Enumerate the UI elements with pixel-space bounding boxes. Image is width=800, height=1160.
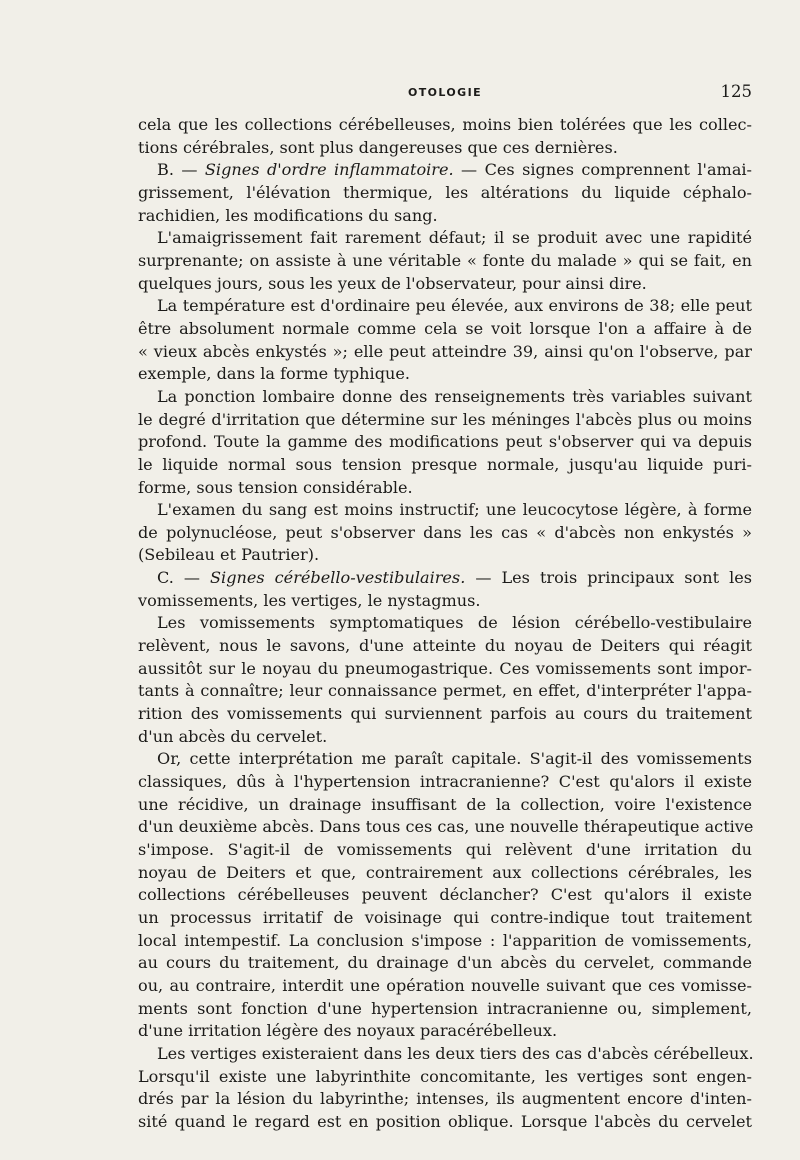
text-line: être absolument normale comme cela se voit lorsque l'on a affaire à de	[138, 318, 752, 338]
text-line: un processus irritatif de voisinage qui contre-indique tout traitement	[138, 907, 752, 927]
text-line: surprenante; on assiste à une véritable « fonte du malade » qui se fait, en	[138, 250, 752, 270]
text-line: relèvent, nous le savons, d'une atteinte du noyau de Deiters qui réagit	[138, 636, 752, 656]
text-line: (Sebileau et Pautrier).	[138, 545, 320, 565]
text-line: noyau de Deiters et que, contrairement aux collections cérébrales, les	[138, 862, 752, 882]
text-line: Lorsqu'il existe une labyrinthite concomitante, les vertiges sont engen-	[138, 1066, 752, 1086]
text-line: sité quand le regard est en position oblique. Lorsque l'abcès du cervelet	[138, 1111, 752, 1131]
text-line: profond. Toute la gamme des modifications peut s'observer qui va depuis	[138, 432, 752, 452]
text-line: une récidive, un drainage insuffisant de la collection, voire l'existence	[138, 794, 752, 814]
text-line: s'impose. S'agit-il de vomissements qui relèvent d'une irritation du	[138, 840, 752, 859]
section-title: Signes d'ordre inflammatoire.	[204, 160, 454, 180]
text-line: grissement, l'élévation thermique, les altérations du liquide céphalo-	[138, 182, 752, 202]
running-title: OTOLOGIE	[407, 86, 482, 99]
section-label: C. —	[157, 568, 211, 588]
text-line: rachidien, les modifications du sang.	[138, 205, 438, 225]
text-line: collections cérébelleuses peuvent déclancher? C'est qu'alors il existe	[138, 885, 752, 905]
text-line: tants à connaître; leur connaissance permet, en effet, d'interpréter l'appa-	[138, 681, 752, 701]
text-line: ou, au contraire, interdit une opération nouvelle suivant que ces vomisse-	[138, 975, 752, 995]
text-line: rition des vomissements qui surviennent parfois au cours du traitement	[138, 704, 752, 724]
text-line: drés par la lésion du labyrinthe; intenses, ils augmentent encore d'inten-	[138, 1089, 752, 1109]
text-line: ments sont fonction d'une hypertension intracranienne ou, simplement,	[138, 998, 752, 1018]
text-line: Or, cette interprétation me paraît capitale. S'agit-il des vomissements	[157, 749, 752, 769]
section-label: B. —	[157, 160, 205, 180]
text-line: tions cérébrales, sont plus dangereuses que ces dernières.	[138, 137, 618, 157]
section-heading-line	[138, 159, 752, 182]
body-text	[138, 114, 752, 1134]
section-heading-line	[138, 567, 752, 590]
text-line: d'un deuxième abcès. Dans tous ces cas, une nouvelle thérapeutique active	[138, 817, 754, 837]
text-line: d'une irritation légère des noyaux paracérébelleux.	[138, 1021, 558, 1041]
text-line: exemple, dans la forme typhique.	[138, 364, 411, 384]
text-line: classiques, dûs à l'hypertension intracranienne? C'est qu'alors il existe	[138, 772, 752, 792]
section-lead-text: — Les trois principaux sont les	[465, 568, 753, 588]
text-line: le degré d'irritation que détermine sur les méninges l'abcès plus ou moins	[138, 409, 752, 429]
text-line: le liquide normal sous tension presque normale, jusqu'au liquide puri-	[138, 454, 752, 474]
running-head	[138, 82, 752, 104]
text-line: aussitôt sur le noyau du pneumogastrique. Ces vomissements sont impor-	[138, 658, 752, 678]
page-number: 125	[720, 82, 752, 101]
text-line: quelques jours, sous les yeux de l'observateur, pour ainsi dire.	[138, 273, 647, 293]
text-line: L'examen du sang est moins instructif; une leucocytose légère, à forme	[157, 500, 752, 520]
section-lead-text: — Ces signes comprennent l'amai-	[453, 160, 752, 180]
text-line: cela que les collections cérébelleuses, moins bien tolérées que les collec-	[138, 115, 752, 134]
text-line: La ponction lombaire donne des renseignements très variables suivant	[157, 386, 752, 406]
text-line: « vieux abcès enkystés »; elle peut atteindre 39, ainsi qu'on l'observe, par	[138, 341, 752, 361]
text-line: d'un abcès du cervelet.	[138, 726, 328, 746]
section-title: Signes cérébello-vestibulaires.	[210, 568, 466, 588]
text-line: local intempestif. La conclusion s'impose : l'apparition de vomissements,	[138, 930, 752, 950]
text-line: Les vertiges existeraient dans les deux tiers des cas d'abcès cérébelleux.	[157, 1043, 754, 1063]
text-line: L'amaigrissement fait rarement défaut; il se produit avec une rapidité	[157, 228, 752, 248]
text-line: au cours du traitement, du drainage d'un abcès du cervelet, commande	[138, 953, 752, 973]
text-line: La température est d'ordinaire peu élevée, aux environs de 38; elle peut	[157, 296, 752, 316]
text-line: vomissements, les vertiges, le nystagmus.	[138, 590, 481, 610]
text-line: Les vomissements symptomatiques de lésion cérébello-vestibulaire	[157, 613, 752, 633]
text-line: de polynucléose, peut s'observer dans les cas « d'abcès non enkystés »	[138, 522, 752, 542]
text-line: forme, sous tension considérable.	[138, 477, 413, 497]
